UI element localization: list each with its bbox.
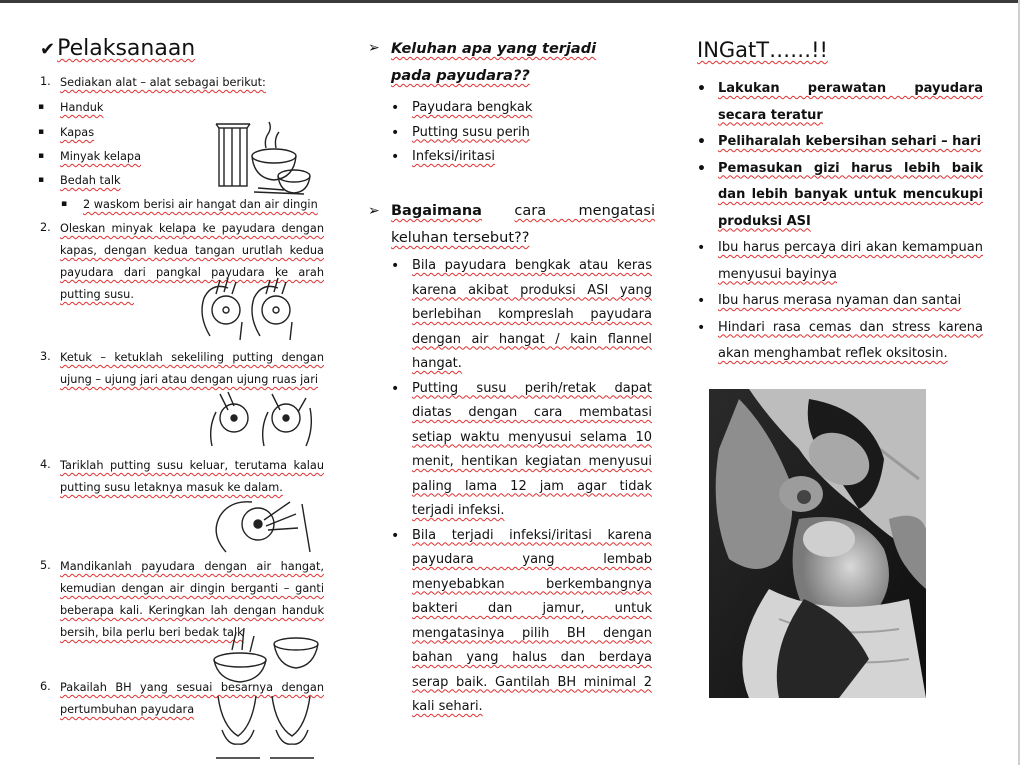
step-number: 6.	[40, 680, 51, 693]
complaint-list	[412, 96, 657, 170]
step-number: 5.	[40, 559, 51, 572]
list-item: ▪ Handuk	[60, 101, 103, 114]
step-text: Tariklah putting susu keluar, terutama kalau putting susu letaknya masuk ke dalam.	[60, 459, 324, 494]
list-item: • Ibu harus merasa nyaman dan santai	[718, 288, 983, 315]
step-number: 1.	[40, 75, 51, 88]
list-item: ▪ Bedah talk	[60, 174, 121, 187]
nipple-pull-illustration	[206, 494, 316, 554]
massage-illustration	[190, 276, 300, 342]
question-heading: Bagaimana cara mengatasi keluhan tersebut??	[391, 203, 656, 246]
bra-illustration	[212, 696, 322, 761]
tapping-illustration	[206, 388, 316, 448]
list-item: • Infeksi/iritasi	[412, 145, 657, 170]
list-item: • Peliharalah kebersihan sehari – hari	[718, 129, 983, 156]
question-heading: Keluhan apa yang terjadi pada payudara??	[391, 41, 597, 84]
step-number: 2.	[40, 221, 51, 234]
bullet-icon: ▪	[61, 199, 68, 209]
list-item: • Pemasukan gizi harus lebih baik dan lebih banyak untuk mencukupi produksi ASI	[718, 156, 983, 236]
list-item: ▪ Kapas	[60, 126, 94, 139]
reminder-list	[718, 76, 983, 368]
list-item: • Putting susu perih/retak dapat diatas dengan cara membatasi setiap waktu menyusui selama 10 menit, hentikan kegiatan menyusui paling lama 12 jam agar tidak terjadi infeksi.	[412, 377, 652, 524]
list-item: • Bila terjadi infeksi/iritasi karena payudara yang lembab menyebabkan berkembangnya bakteri dan jamur, untuk mengatasinya pilih BH dengan bahan yang halus dan berdaya serap baik. Gantilah BH minimal 2 kali sehari.	[412, 524, 652, 720]
step-text: Oleskan minyak kelapa ke payudara dengan kapas, dengan kedua tangan urutlah kedua payudara dari pangkal payudara ke arah putting susu.	[60, 222, 324, 301]
section-title: INGatT……!!	[697, 38, 828, 62]
top-border	[0, 0, 1020, 3]
step-number: 4.	[40, 458, 51, 471]
arrow-bullet-icon: ➢	[368, 40, 380, 56]
list-item: • Putting susu perih	[412, 121, 657, 146]
tools-illustration	[214, 118, 314, 196]
basin-illustration	[210, 622, 322, 684]
list-item: • Ibu harus percaya diri akan kemampuan menyusui bayinya	[718, 235, 983, 288]
checkmark-icon: ✔	[40, 39, 56, 60]
list-item: ▪ 2 waskom berisi air hangat dan air dingin	[83, 198, 318, 211]
step-text: Ketuk – ketuklah sekeliling putting dengan ujung – ujung jari atau dengan ujung ruas jari	[60, 351, 324, 386]
step-text: Pakailah BH yang sesuai besarnya dengan pertumbuhan payudara	[60, 681, 324, 716]
step-number: 3.	[40, 350, 51, 363]
list-item: • Lakukan perawatan payudara secara teratur	[718, 76, 983, 129]
arrow-bullet-icon: ➢	[368, 203, 380, 219]
list-item: • Payudara bengkak	[412, 96, 657, 121]
step-text: Sediakan alat – alat sebagai berikut:	[60, 76, 266, 89]
list-item: ▪ Minyak kelapa	[60, 150, 141, 163]
list-item: • Bila payudara bengkak atau keras karena akibat produksi ASI yang berlebihan kompreslah payudara dengan air hangat / kain flannel hangat.	[412, 254, 652, 377]
list-item: • Hindari rasa cemas dan stress karena akan menghambat reflek oksitosin.	[718, 315, 983, 368]
solution-list	[412, 254, 652, 720]
step-text: Mandikanlah payudara dengan air hangat, kemudian dengan air dingin berganti – ganti beberapa kali. Keringkan lah dengan handuk bersih, bila perlu beri bedak talk	[60, 560, 324, 639]
section-title: ✔Pelaksanaan	[40, 36, 196, 61]
breastfeeding-photo	[709, 389, 926, 698]
